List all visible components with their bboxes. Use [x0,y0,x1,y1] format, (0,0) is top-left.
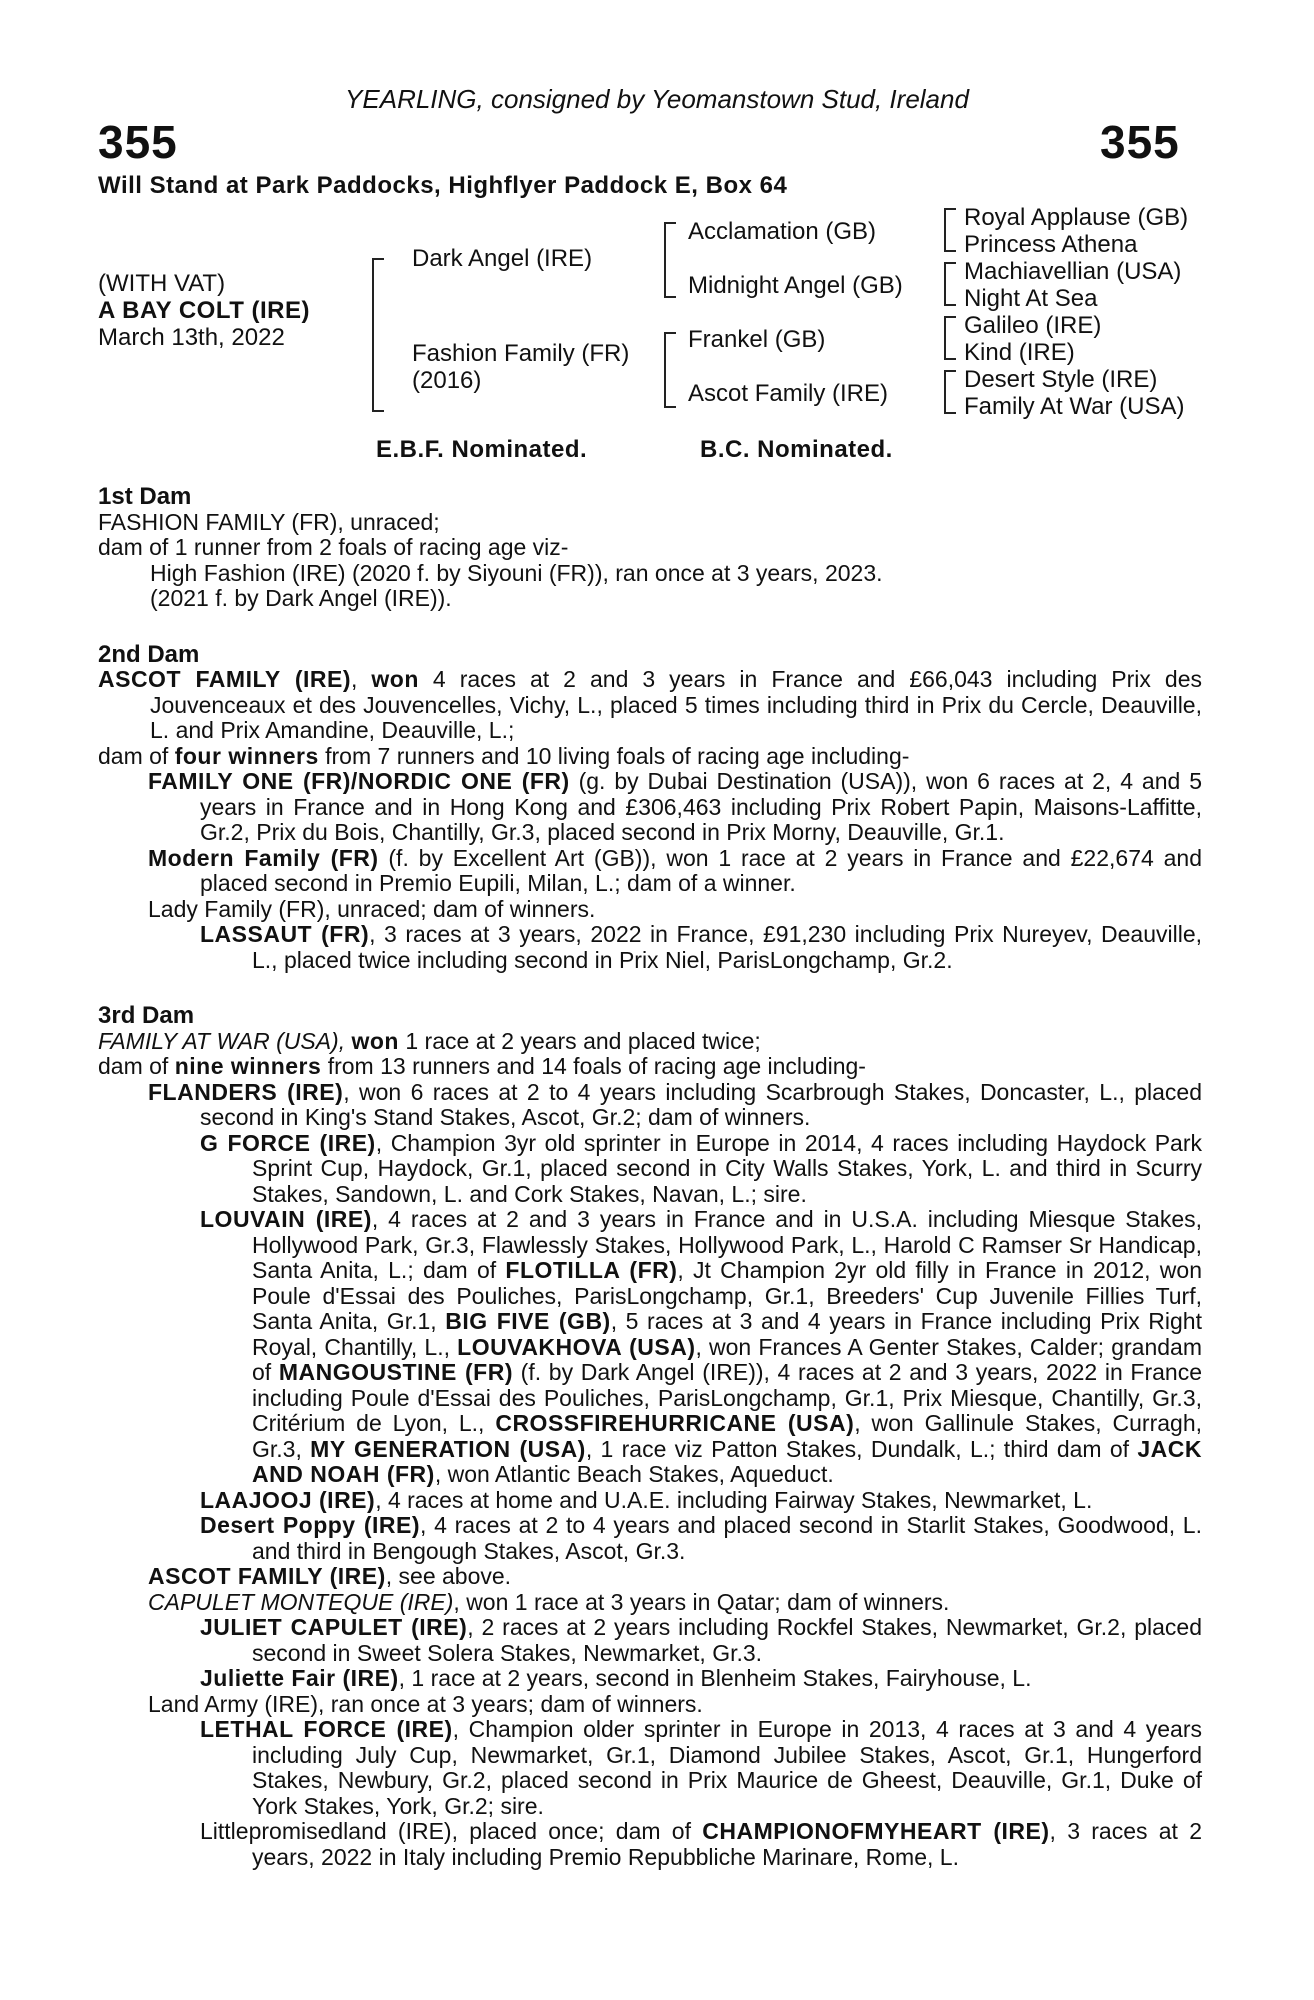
produce-text: , Champion older sprinter in Europe in 2013, 4 races at 3 and 4 years including July Cup, Newmarket, Gr.1, Diamond Jubilee Stakes, Ascot, Gr.1, Hungerford Stakes, Newbury, Gr.2, placed second in Prix Maurice de Gheest, Deauville, Gr.1, Duke of York Stakes, York, Gr.2; sire. [252,1716,1203,1819]
pedigree-g7: Desert Style (IRE) [964,366,1158,393]
first-dam-foal-1: High Fashion (IRE) (2020 f. by Siyouni (FR)), ran once at 3 years, 2023. [150,559,883,586]
produce-name: LOUVAIN (IRE) [200,1206,372,1232]
first-dam-name: FASHION FAMILY (FR), unraced; [98,508,440,535]
produce-text: , 2 races at 2 years including Rockfel Stakes, Newmarket, Gr.2, placed second in Sweet Solera Stakes, Newmarket, Gr.3. [252,1614,1203,1666]
produce-entry [98,1080,1202,1131]
ebf-nomination: E.B.F. Nominated. [376,436,588,463]
produce-text: , Jt Champion 2yr old filly in France in 2012, won Poule d'Essai des Pouliches, ParisLongchamp, Gr.1, Breeders' Cup Juvenile Fillies Turf, Santa Anita, Gr.1, [252,1257,1202,1334]
produce-name: FLANDERS (IRE) [148,1078,344,1105]
produce-name: LASSAUT (FR) [200,921,370,947]
pedigree-bracket-3c [944,316,956,360]
pedigree-sire-dam: Midnight Angel (GB) [688,272,903,299]
family-details [98,484,1202,1870]
first-dam-foal-2: (2021 f. by Dark Angel (IRE)). [150,585,452,611]
produce-text: (f. by Excellent Art (GB)), won 1 race at 2 years in France and £22,674 and placed second in Premio Eupili, Milan, L.; dam of a winner. [200,844,1202,896]
produce-text: (f. by Dark Angel (IRE)), 4 races at 2 and 3 years, 2022 in France including Poule d'Essai des Pouliches, ParisLongchamp, Gr.1, Prix Miesque, Chantilly, Gr.3, Critérium de Lyon, L., [252,1359,1203,1436]
first-dam-heading: 1st Dam [98,483,192,510]
dam-of-text: dam of [98,742,175,769]
horse-vat: (WITH VAT) [98,270,226,297]
pedigree-g6: Kind (IRE) [964,339,1075,366]
pedigree-bracket-3d [944,370,956,414]
produce-entry [98,1590,1202,1616]
produce-entry: Lady Family (FR), unraced; dam of winners. [148,895,596,922]
produce-entry [98,922,1202,973]
produce-entry [98,1615,1202,1666]
third-dam-name: FAMILY AT WAR (USA), [98,1027,346,1054]
produce-text: , 3 races at 3 years, 2022 in France, £91,230 including Prix Nureyev, Deauville, L., placed twice including second in Prix Niel, ParisLongchamp, Gr.2. [252,921,1202,973]
pedigree-sire-sire: Acclamation (GB) [688,218,877,245]
produce-name: Desert Poppy (IRE) [200,1512,420,1538]
produce-text: (g. by Dubai Destination (USA)), won 6 races at 2, 4 and 5 years in France and in Hong Kong and £306,463 including Prix Robert Papin, Maisons-Laffitte, Gr.2, Prix du Bois, Chantilly, Gr.3, placed second in Prix Morny, Deauville, Gr.1. [200,768,1202,845]
produce-text: , 4 races at 2 to 4 years and placed second in Starlit Stakes, Goodwood, L. and third in Bengough Stakes, Ascot, Gr.3. [252,1512,1202,1564]
produce-name: G FORCE (IRE) [200,1129,376,1156]
produce-text: , 4 races at 2 and 3 years in France and in U.S.A. including Miesque Stakes, Hollywood Park, Gr.3, Flawlessly Stakes, Hollywood Park, L., Harold C Ramser Sr Handicap, Santa Anita, L.; dam of [252,1206,1203,1283]
produce-name: CHAMPIONOFMYHEART (IRE) [702,1818,1050,1844]
second-dam-produce-line [98,744,1202,770]
pedigree-g2: Princess Athena [964,231,1138,258]
produce-name: LOUVAKHOVA (USA) [457,1333,696,1360]
pedigree-dam-sire: Frankel (GB) [688,326,826,353]
winners-count: nine winners [174,1053,322,1079]
produce-name: JULIET CAPULET (IRE) [200,1614,468,1640]
horse-name: A BAY COLT (IRE) [98,297,311,324]
produce-text: , 4 races at home and U.A.E. including Fairway Stakes, Newmarket, L. [375,1486,1093,1513]
third-dam-text: 1 race at 2 years and placed twice; [398,1027,761,1054]
produce-name: Juliette Fair (IRE) [200,1665,399,1691]
second-dam-text: 4 races at 2 and 3 years in France and £66,043 including Prix des Jouvenceaux et des Jouvencelles, Vichy, L., placed 5 times including third in Prix du Cercle, Deauville, L. and Prix Amandine, Deauville, L.; [150,666,1202,743]
produce-text: , 5 races at 3 and 4 years in France including Prix Right Royal, Chantilly, L., [252,1308,1202,1360]
produce-text: Littlepromisedland (IRE), placed once; dam of [200,1818,703,1844]
pedigree-bracket-2b [664,332,676,408]
produce-name: MANGOUSTINE (FR) [278,1359,514,1385]
pedigree-dam: Fashion Family (FR) [412,340,630,367]
pedigree-dam-dam: Ascot Family (IRE) [688,380,889,407]
produce-name: JACK AND NOAH (FR) [252,1435,1202,1487]
produce-text: , won 1 race at 3 years in Qatar; dam of winners. [453,1588,950,1615]
third-dam-entry [98,1029,1202,1055]
bc-nomination: B.C. Nominated. [700,436,893,463]
produce-name: Modern Family (FR) [148,844,379,871]
produce-entry [98,1819,1202,1870]
pedigree-g3: Machiavellian (USA) [964,258,1182,285]
first-dam-record: dam of 1 runner from 2 foals of racing age viz- [98,534,569,560]
produce-entry [98,1666,1202,1692]
produce-text: , won Frances A Genter Stakes, Calder; grandam of [252,1333,1203,1385]
produce-name: CAPULET MONTEQUE (IRE) [148,1588,454,1615]
produce-name: LETHAL FORCE (IRE) [200,1716,453,1742]
produce-text: , see above. [385,1563,512,1589]
pedigree-g1: Royal Applause (GB) [964,204,1189,231]
pedigree-g4: Night At Sea [964,285,1098,312]
second-dam-heading: 2nd Dam [98,640,200,668]
horse-foaled: March 13th, 2022 [98,324,285,351]
lot-number-left: 355 [98,116,178,168]
produce-entry [98,1131,1202,1208]
pedigree-g8: Family At War (USA) [964,393,1185,420]
produce-entry [98,769,1202,846]
produce-name: FAMILY ONE (FR)/NORDIC ONE (FR) [148,768,570,794]
produce-text: , Champion 3yr old sprinter in Europe in 2014, 4 races including Haydock Park Sprint Cup, Haydock, Gr.1, placed second in City Walls Stakes, York, L. and third in Scurry Stakes, Sandown, L. and Cork Stakes, Navan, L.; sire. [252,1129,1202,1207]
third-dam-won: won [351,1027,399,1054]
dam-of-rest: from 7 runners and 10 living foals of racing age including- [318,742,910,769]
produce-name: LAAJOOJ (IRE) [200,1486,376,1513]
produce-text: , won Gallinule Stakes, Curragh, Gr.3, [252,1410,1203,1462]
produce-name: MY GENERATION (USA) [310,1435,586,1462]
produce-entry [98,1564,1202,1590]
stand-info: Will Stand at Park Paddocks, Highflyer Paddock E, Box 64 [98,172,788,199]
pedigree-sire: Dark Angel (IRE) [412,245,593,272]
pedigree-dam-year: (2016) [412,367,482,394]
lot-number-right: 355 [1100,116,1180,168]
produce-entry [98,846,1202,897]
pedigree-bracket-3a [944,208,956,252]
second-dam-entry: ASCOT FAMILY (IRE), won 4 races at 2 and 3 years in France and £66,043 including Prix des Jouvenceaux et des Jouvencelles, Vichy, L., placed 5 times including third in Prix du Cercle, Deauville, L. and Prix Amandine, Deauville, L.; [98,666,1202,743]
produce-text: , 3 races at 2 years, 2022 in Italy including Premio Repubbliche Marinare, Rome, L. [252,1818,1202,1870]
catalogue-subtitle: YEARLING, consigned by Yeomanstown Stud, Ireland [345,84,969,114]
produce-text: , won 6 races at 2 to 4 years including Scarbrough Stakes, Doncaster, L., placed second in King's Stand Stakes, Ascot, Gr.2; dam of winners. [200,1078,1202,1130]
produce-entry [98,1488,1202,1514]
produce-text: , won Atlantic Beach Stakes, Aqueduct. [434,1461,834,1487]
produce-text: , 1 race at 2 years, second in Blenheim Stakes, Fairyhouse, L. [398,1665,1032,1691]
pedigree-bracket-1 [372,258,384,412]
third-dam-heading: 3rd Dam [98,1002,195,1029]
produce-name: FLOTILLA (FR) [505,1257,678,1283]
produce-name: ASCOT FAMILY (IRE) [148,1563,386,1589]
produce-entry [98,1513,1202,1564]
produce-text: , 1 race viz Patton Stakes, Dundalk, L.; third dam of [585,1435,1138,1462]
pedigree-g5: Galileo (IRE) [964,312,1102,339]
pedigree-bracket-2a [664,222,676,298]
winners-count: four winners [174,742,319,769]
pedigree-bracket-3b [944,262,956,306]
produce-entry [98,1207,1202,1488]
produce-name: BIG FIVE (GB) [445,1308,611,1334]
produce-entry [98,1717,1202,1819]
produce-entry: Land Army (IRE), ran once at 3 years; dam of winners. [148,1690,703,1717]
second-dam-won: won [371,666,419,692]
produce-name: CROSSFIREHURRICANE (USA) [495,1410,855,1436]
dam-of-text: dam of [98,1053,175,1079]
second-dam-name: ASCOT FAMILY (IRE) [98,666,351,692]
dam-of-rest: from 13 runners and 14 foals of racing age including- [321,1053,866,1079]
third-dam-produce-line [98,1054,1202,1080]
